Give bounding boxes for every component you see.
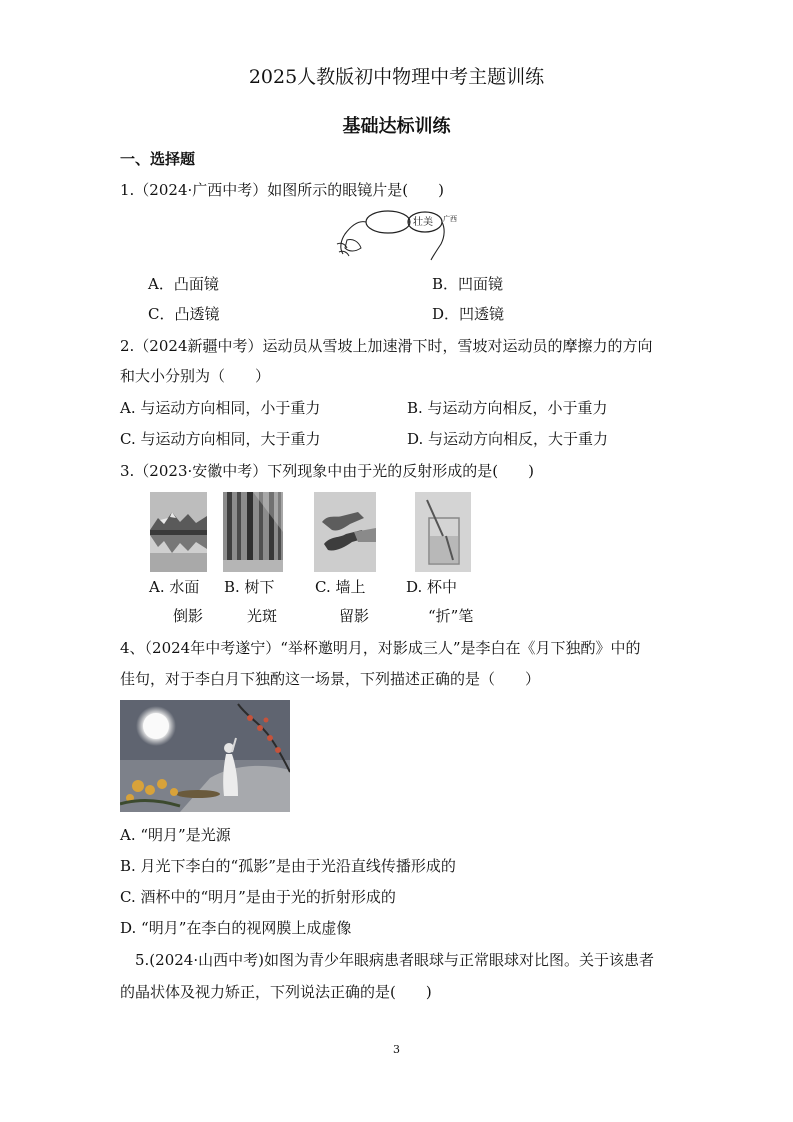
q2-option-b: B. 与运动方向相反，小于重力 bbox=[407, 399, 608, 417]
question-4-stem-line1: 4、（2024年中考遂宁）“举杯邀明月，对影成三人”是李白在《月下独酌》中的 bbox=[120, 639, 641, 657]
question-2-stem-line1: 2.（2024新疆中考）运动员从雪坡上加速滑下时，雪坡对运动员的摩擦力的方向 bbox=[120, 337, 653, 355]
page-number: 3 bbox=[393, 1043, 400, 1056]
q3-option-d-line1: D. 杯中 bbox=[406, 578, 458, 596]
q3-option-c-line1: C. 墙上 bbox=[315, 578, 366, 596]
li-bai-moon-illustration bbox=[120, 700, 290, 812]
q2-option-d: D. 与运动方向相反，大于重力 bbox=[407, 430, 609, 448]
q3-option-b-line1: B. 树下 bbox=[224, 578, 275, 596]
q3-option-c-line2: 留影 bbox=[339, 607, 370, 625]
glasses-lens-text: 壮美 bbox=[413, 217, 433, 228]
q3-option-a-line2: 倒影 bbox=[173, 607, 204, 625]
q3-option-b-line2: 光斑 bbox=[247, 607, 278, 625]
q2-option-a: A. 与运动方向相同，小于重力 bbox=[120, 399, 321, 417]
question-5-stem-line1: 5.(2024·山西中考)如图为青少年眼病患者眼球与正常眼球对比图。关于该患者 bbox=[135, 951, 654, 969]
q3-option-d-line2: “折”笔 bbox=[428, 607, 474, 625]
photo-water-reflection bbox=[150, 492, 207, 572]
question-1-stem: 1.（2024·广西中考）如图所示的眼镜片是( ) bbox=[120, 181, 444, 199]
page-title: 2025人教版初中物理中考主题训练 bbox=[248, 66, 545, 88]
photo-pencil-in-glass bbox=[415, 492, 471, 572]
q1-option-a: A．凸面镜 bbox=[148, 275, 219, 293]
q1-option-b: B．凹面镜 bbox=[432, 275, 504, 293]
question-2-stem-line2: 和大小分别为（ ） bbox=[120, 367, 271, 385]
question-4-stem-line2: 佳句，对于李白月下独酌这一场景，下列描述正确的是（ ） bbox=[120, 670, 541, 688]
q4-option-b: B. 月光下李白的“孤影”是由于光沿直线传播形成的 bbox=[120, 857, 456, 875]
question-5-stem-line2: 的晶状体及视力矫正，下列说法正确的是( ) bbox=[120, 983, 432, 1001]
q4-option-a: A. “明月”是光源 bbox=[120, 826, 231, 844]
q3-option-a-line1: A. 水面 bbox=[149, 578, 200, 596]
photo-wall-shadow bbox=[314, 492, 376, 572]
q2-option-c: C. 与运动方向相同，大于重力 bbox=[120, 430, 321, 448]
glasses-figure bbox=[333, 204, 463, 262]
q1-option-d: D．凹透镜 bbox=[432, 305, 505, 323]
question-3-stem: 3.（2023·安徽中考）下列现象中由于光的反射形成的是( ) bbox=[120, 462, 534, 480]
page-subtitle: 基础达标训练 bbox=[342, 116, 451, 137]
section-heading: 一、选择题 bbox=[120, 150, 196, 168]
glasses-small-text: 广西 bbox=[443, 215, 457, 223]
glasses-drawing bbox=[333, 204, 463, 262]
q4-option-d: D. “明月”在李白的视网膜上成虚像 bbox=[120, 919, 352, 937]
q1-option-c: C．凸透镜 bbox=[148, 305, 220, 323]
photo-tree-light-spots bbox=[223, 492, 283, 572]
q4-option-c: C. 酒杯中的“明月”是由于光的折射形成的 bbox=[120, 888, 396, 906]
